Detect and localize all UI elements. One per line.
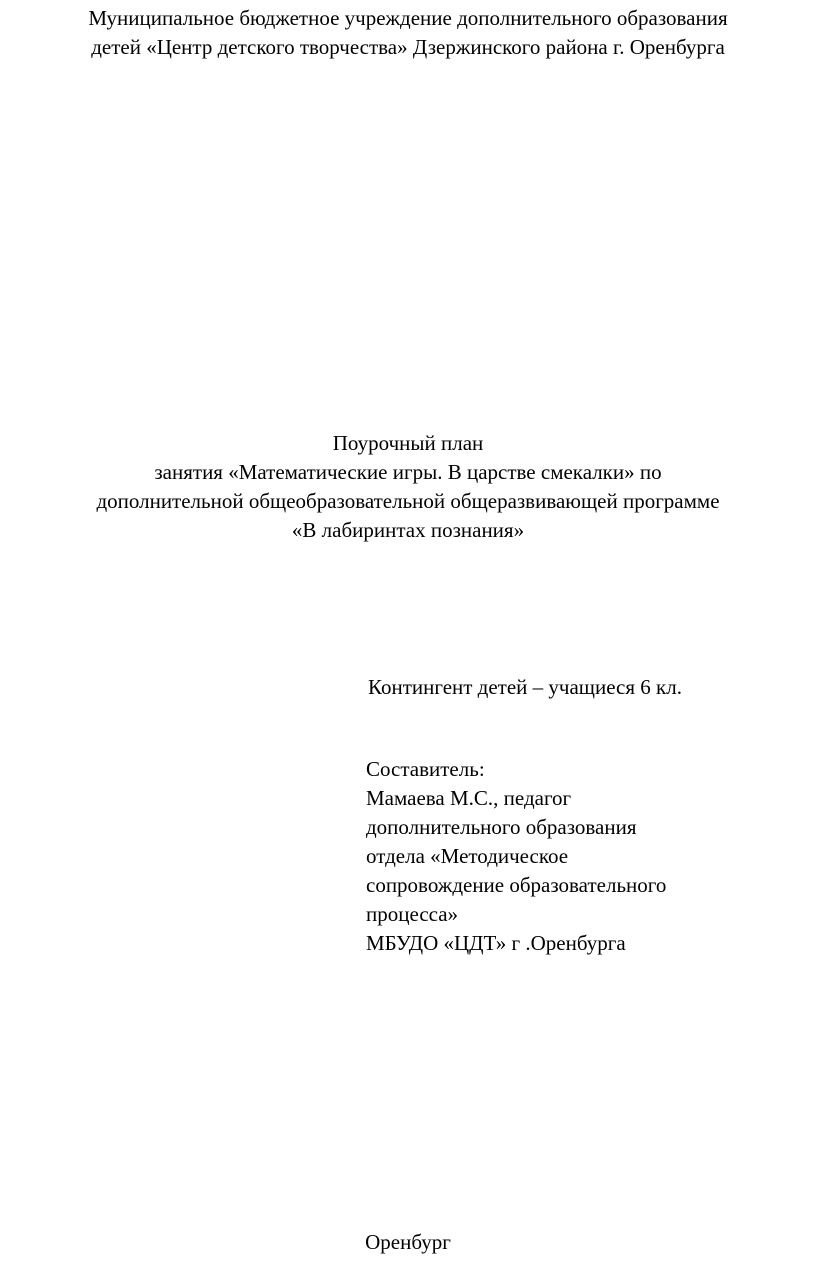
title-line-3: дополнительной общеобразовательной общеразвивающей программе [96, 489, 720, 513]
title-line-2: занятия «Математические игры. В царстве смекалки» по [154, 460, 662, 484]
author-label: Составитель: [366, 757, 485, 781]
author-line-5: процесса» [366, 902, 459, 926]
title-line-4: «В лабиринтах познания» [291, 518, 525, 542]
author-line-1: Мамаева М.С., педагог [366, 786, 572, 810]
title-line-1: Поурочный план [332, 431, 484, 455]
contingent-text: Контингент детей – учащиеся 6 кл. [368, 675, 682, 699]
institution-line-2: детей «Центр детского творчества» Дзержинского района г. Оренбурга [91, 35, 725, 59]
author-line-4: сопровождение образовательного [366, 873, 667, 897]
author-line-6: МБУДО «ЦДТ» г .Оренбурга [366, 931, 626, 955]
city-name: Оренбург [365, 1230, 451, 1254]
document-title [0, 429, 816, 545]
author-line-3: отдела «Методическое [366, 844, 569, 868]
city-footer [0, 1228, 816, 1257]
author-line-2: дополнительного образования [366, 815, 637, 839]
institution-header [0, 4, 816, 62]
author-block [366, 755, 666, 958]
institution-line-1: Муниципальное бюджетное учреждение дополнительного образования [88, 6, 728, 30]
